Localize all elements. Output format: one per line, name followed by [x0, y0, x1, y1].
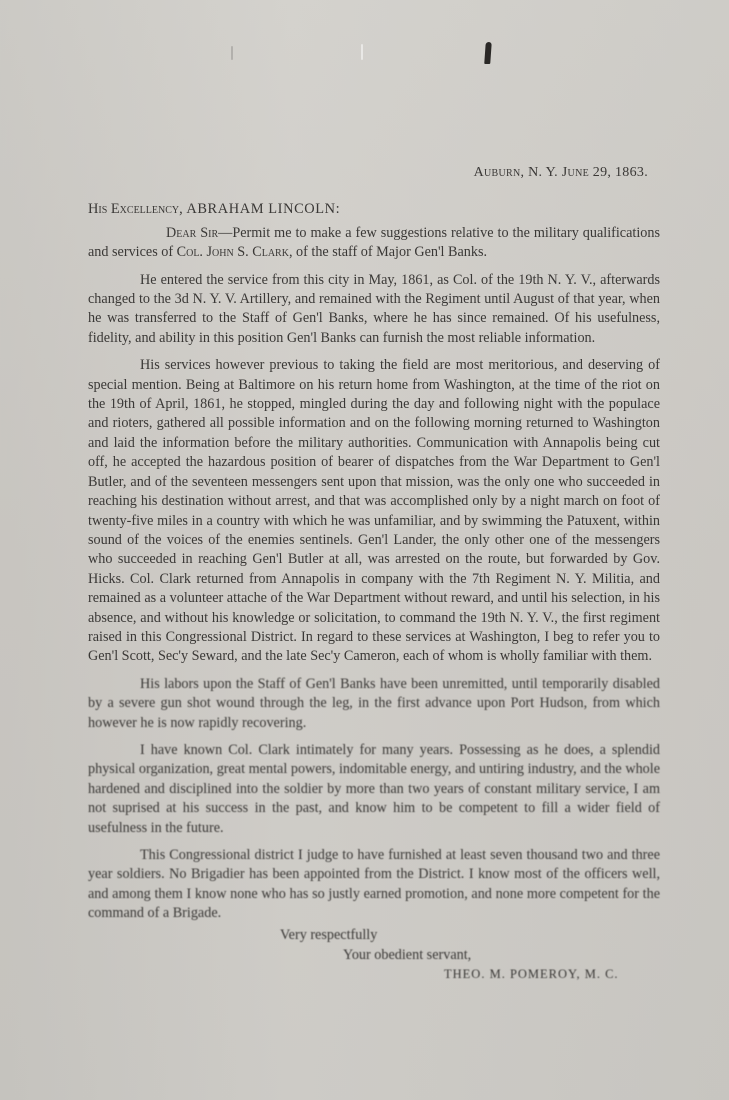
closing-line-1: Very respectfully [280, 926, 378, 943]
salutation-name: ABRAHAM LINCOLN: [186, 201, 341, 218]
signature: THEO. M. POMEROY, M. C. [444, 966, 619, 981]
closing [88, 924, 660, 984]
colonel-name: Col. John S. Clark [176, 244, 289, 261]
paper-blemish [231, 46, 233, 60]
ink-mark [484, 42, 492, 64]
dateline-place: Auburn, N. Y. [473, 165, 558, 180]
opening-text: —Permit me to make a few suggestions relative to the military qualifications and services of [88, 224, 660, 261]
dateline-date: June 29, 1863. [561, 165, 648, 180]
paragraph-character: I have known Col. Clark intimately for many years. Possessing as he does, a splendid physical organization, great mental powers, indomitable energy, and untiring industry, and the whole hardened and disciplined into the soldier by more than two years of constant military service, I am not suprised at his success in the past, and know him to be competent to fill a wider field of usefulness in the future. [88, 741, 660, 836]
dear-sir: Dear Sir [166, 224, 219, 241]
paragraph-labors: His labors upon the Staff of Gen'l Banks have been unremitted, until temporarily disabled by a severe gun shot wound through the leg, in the first advance upon Port Hudson, from which however he is now rapidly recovering. [88, 675, 660, 731]
salutation [88, 200, 660, 219]
dateline [88, 163, 648, 182]
closing-line-2: Your obedient servant, [343, 946, 472, 963]
letter-body [88, 163, 660, 984]
salutation-title: His Excellency, [88, 201, 183, 218]
paragraph-district: This Congressional district I judge to have furnished at least seven thousand two and three year soldiers. No Brigadier has been appointed from the District. I know most of the officers well, and among them I know none who has so justly earned promotion, and none more competent for the command of a Brigade. [88, 847, 660, 922]
opening-paragraph [88, 224, 660, 263]
paragraph-earlier-services: His services however previous to taking the field are most meritorious, and deserving of special mention. Being at Baltimore on his return home from Washington, at the time of the riot on the 19th of April, 1861, he stopped, mingled during the day and following night with the populace and rioters, gathered all possible information and on the following morning returned to Washington and laid the information before the military authorities. Communication with Annapolis being cut off, he accepted the hazardous position of bearer of dispatches from the War Department to Gen'l Butler, and of the seventeen messengers sent upon that mission, was the only one who succeeded in reaching his destination without arrest, and that was accomplished only by a night march on foot of twenty-five miles in a country with which he was unfamiliar, and by swimming the Patuxent, within sound of the voices of the enemies sentinels. Gen'l Lander, the only other one of the messengers who succeeded in reaching Gen'l Butler at all, was arrested on the route, but forwarded by Gov. Hicks. Col. Clark returned from Annapolis in company with the 7th Regiment N. Y. Militia, and remained as a volunteer attache of the War Department without reward, and until his selection, in his absence, and without his knowledge or solicitation, to command the 19th N. Y. V., the first regiment raised in this Congressional District. In regard to these services at Washington, I beg to refer you to Gen'l Scott, Sec'y Seward, and the late Sec'y Cameron, each of whom is wholly familiar with them. [88, 357, 660, 665]
paragraph-service-entry: He entered the service from this city in May, 1861, as Col. of the 19th N. Y. V., afterwards changed to the 3d N. Y. V. Artillery, and remained with the Regiment until August of that year, when he was transferred to the Staff of Gen'l Banks, where he has since remained. Of his usefulness, fidelity, and ability in this position Gen'l Banks can furnish the most reliable information. [88, 271, 660, 346]
opening-text-end: , of the staff of Major Gen'l Banks. [288, 244, 488, 261]
paper-blemish [361, 44, 363, 60]
